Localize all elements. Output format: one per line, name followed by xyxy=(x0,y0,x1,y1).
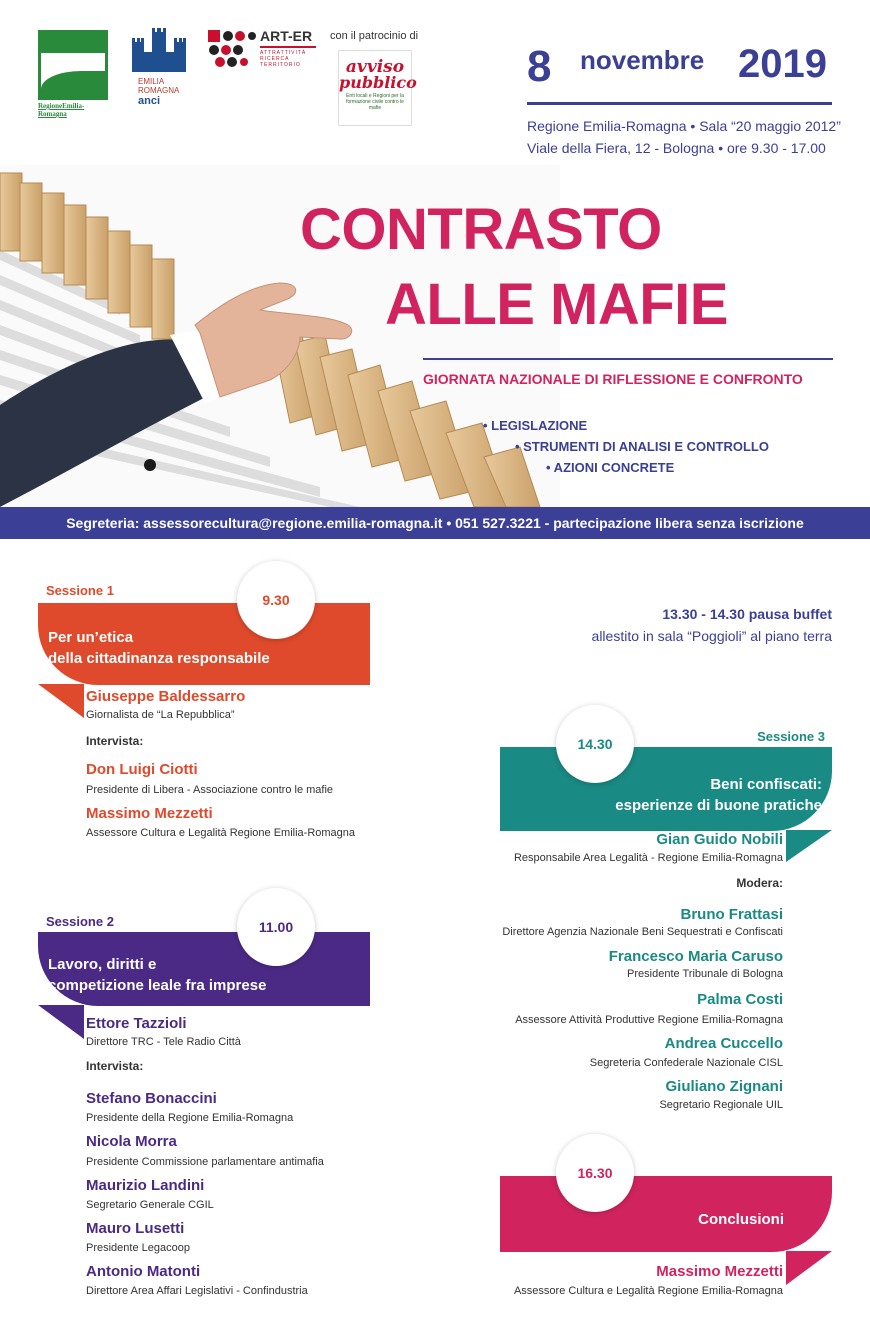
session2-banner-tail xyxy=(38,1005,84,1039)
topic-bullet: • AZIONI CONCRETE xyxy=(546,460,675,475)
session3-guest-name: Palma Costi xyxy=(697,991,783,1008)
session1-banner-tail xyxy=(38,684,84,718)
patronage-label: con il patrocinio di xyxy=(330,30,419,42)
session2-title-line1: Lavoro, diritti e xyxy=(48,956,157,973)
avviso-line2: pubblico xyxy=(339,73,417,92)
session1-speaker-role: Giornalista de “La Repubblica” xyxy=(86,709,235,721)
session1-guest-name: Massimo Mezzetti xyxy=(86,805,213,822)
event-month: novembre xyxy=(580,45,705,75)
session1-guest-role: Assessore Cultura e Legalità Regione Emilia-Romagna xyxy=(86,827,356,839)
session2-interview-label: Intervista: xyxy=(86,1059,144,1073)
date-divider xyxy=(527,102,832,105)
session3-guest-name: Francesco Maria Caruso xyxy=(608,948,783,965)
session1-title-line1: Per un’etica xyxy=(48,629,134,646)
anci-line3: anci xyxy=(138,95,161,107)
session3-title-line2: esperienze di buone pratiche xyxy=(615,797,822,814)
session2-time: 11.00 xyxy=(237,888,315,966)
session3-guest-role: Direttore Agenzia Nazionale Beni Sequestrati e Confiscati xyxy=(502,926,783,938)
session3-guest-name: Bruno Frattasi xyxy=(680,906,783,923)
venue-line2: Viale della Fiera, 12 - Bologna • ore 9.30 - 17.00 xyxy=(527,140,826,156)
title-line1: CONTRASTO xyxy=(300,197,662,262)
castle-icon xyxy=(130,28,188,72)
session3-label: Sessione 3 xyxy=(757,729,825,744)
rer-logo-caption: RegioneEmilia-Romagna xyxy=(38,102,85,118)
session3-guest-name: Giuliano Zignani xyxy=(665,1078,783,1095)
session2-guest-role: Direttore Area Affari Legislativi - Confindustria xyxy=(86,1285,308,1297)
session2-guest-name: Stefano Bonaccini xyxy=(86,1090,217,1107)
session2-guest-role: Segretario Generale CGIL xyxy=(86,1199,214,1211)
regione-emilia-romagna-logo xyxy=(38,30,110,118)
art-er-name: ART-ER xyxy=(260,28,313,44)
session1-guest-role: Presidente di Libera - Associazione contro le mafie xyxy=(86,784,334,796)
avviso-line1: avviso xyxy=(345,57,405,77)
avviso-pubblico-logo xyxy=(338,50,417,126)
session3-moderator-role: Responsabile Area Legalità - Regione Emilia-Romagna xyxy=(513,852,783,864)
anci-logo xyxy=(128,28,192,112)
anci-line2: ROMAGNA xyxy=(138,86,180,95)
conclusions-title: Conclusioni xyxy=(698,1211,784,1228)
session1-label: Sessione 1 xyxy=(46,583,114,598)
session3-banner xyxy=(500,747,832,831)
session1-speaker-name: Giuseppe Baldessarro xyxy=(86,688,246,705)
session3-guest-role: Assessore Attività Produttive Regione Emilia-Romagna xyxy=(515,1014,783,1026)
session1-interview-label: Intervista: xyxy=(86,734,144,748)
event-year: 2019 xyxy=(738,42,827,86)
session3-guest-role: Segreteria Confederale Nazionale CISL xyxy=(589,1057,783,1069)
art-er-subtitle: ATTRATTIVITÀ RICERCA TERRITORIO xyxy=(260,50,307,68)
title-line2: ALLE MAFIE xyxy=(385,272,728,337)
conclusions-banner-tail xyxy=(786,1251,832,1285)
venue-line1: Regione Emilia-Romagna • Sala “20 maggio 2012” xyxy=(527,118,841,134)
session3-guest-role: Segretario Regionale UIL xyxy=(659,1099,783,1111)
art-er-mark-icon xyxy=(208,28,256,68)
session2-label: Sessione 2 xyxy=(46,914,114,929)
conclusions-banner xyxy=(500,1176,832,1252)
session2-guest-name: Nicola Morra xyxy=(86,1133,177,1150)
session3-time: 14.30 xyxy=(556,705,634,783)
art-er-logo xyxy=(208,28,320,72)
avviso-subtitle: Enti locali e Regioni per la formazione civile contro le mafie xyxy=(346,93,404,111)
session2-speaker-name: Ettore Tazzioli xyxy=(86,1015,187,1032)
title-divider xyxy=(423,358,833,360)
session2-banner xyxy=(38,932,370,1006)
anci-line1: EMILIA xyxy=(138,77,165,86)
session3-title-line1: Beni confiscati: xyxy=(710,776,822,793)
topic-bullet: • LEGISLAZIONE xyxy=(483,418,588,433)
session2-guest-role: Presidente Commissione parlamentare antimafia xyxy=(86,1156,324,1168)
session2-guest-role: Presidente della Regione Emilia-Romagna xyxy=(86,1112,294,1124)
session2-guest-role: Presidente Legacoop xyxy=(86,1242,190,1254)
session1-guest-name: Don Luigi Ciotti xyxy=(86,761,198,778)
topic-bullet: • STRUMENTI DI ANALISI E CONTROLLO xyxy=(515,439,769,454)
session3-moderate-label: Modera: xyxy=(736,876,783,890)
session2-guest-name: Mauro Lusetti xyxy=(86,1220,185,1237)
conclusions-speaker-role: Assessore Cultura e Legalità Regione Emilia-Romagna xyxy=(513,1285,783,1297)
session3-guest-name: Andrea Cuccello xyxy=(664,1035,783,1052)
session2-speaker-role: Direttore TRC - Tele Radio Città xyxy=(86,1036,241,1048)
conclusions-time: 16.30 xyxy=(556,1134,634,1212)
session2-title-line2: competizione leale fra imprese xyxy=(48,977,267,994)
event-subtitle: GIORNATA NAZIONALE DI RIFLESSIONE E CONFRONTO xyxy=(423,371,803,387)
session1-title-line2: della cittadinanza responsabile xyxy=(48,650,270,667)
session3-guest-role: Presidente Tribunale di Bologna xyxy=(627,968,783,980)
session3-moderator-name: Gian Guido Nobili xyxy=(656,831,783,848)
conclusions-speaker-name: Massimo Mezzetti xyxy=(656,1263,783,1280)
session3-banner-tail xyxy=(786,830,832,862)
session1-banner xyxy=(38,603,370,685)
event-day: 8 xyxy=(527,42,552,91)
buffet-location: allestito in sala “Poggioli” al piano terra xyxy=(591,628,832,644)
session2-guest-name: Antonio Matonti xyxy=(86,1263,201,1280)
session2-guest-name: Maurizio Landini xyxy=(86,1177,205,1194)
secretariat-band: Segreteria: assessorecultura@regione.emilia-romagna.it • 051 527.3221 - partecipazione libera senza iscrizione xyxy=(0,507,870,539)
buffet-time: 13.30 - 14.30 pausa buffet xyxy=(662,606,832,622)
session1-time: 9.30 xyxy=(237,561,315,639)
